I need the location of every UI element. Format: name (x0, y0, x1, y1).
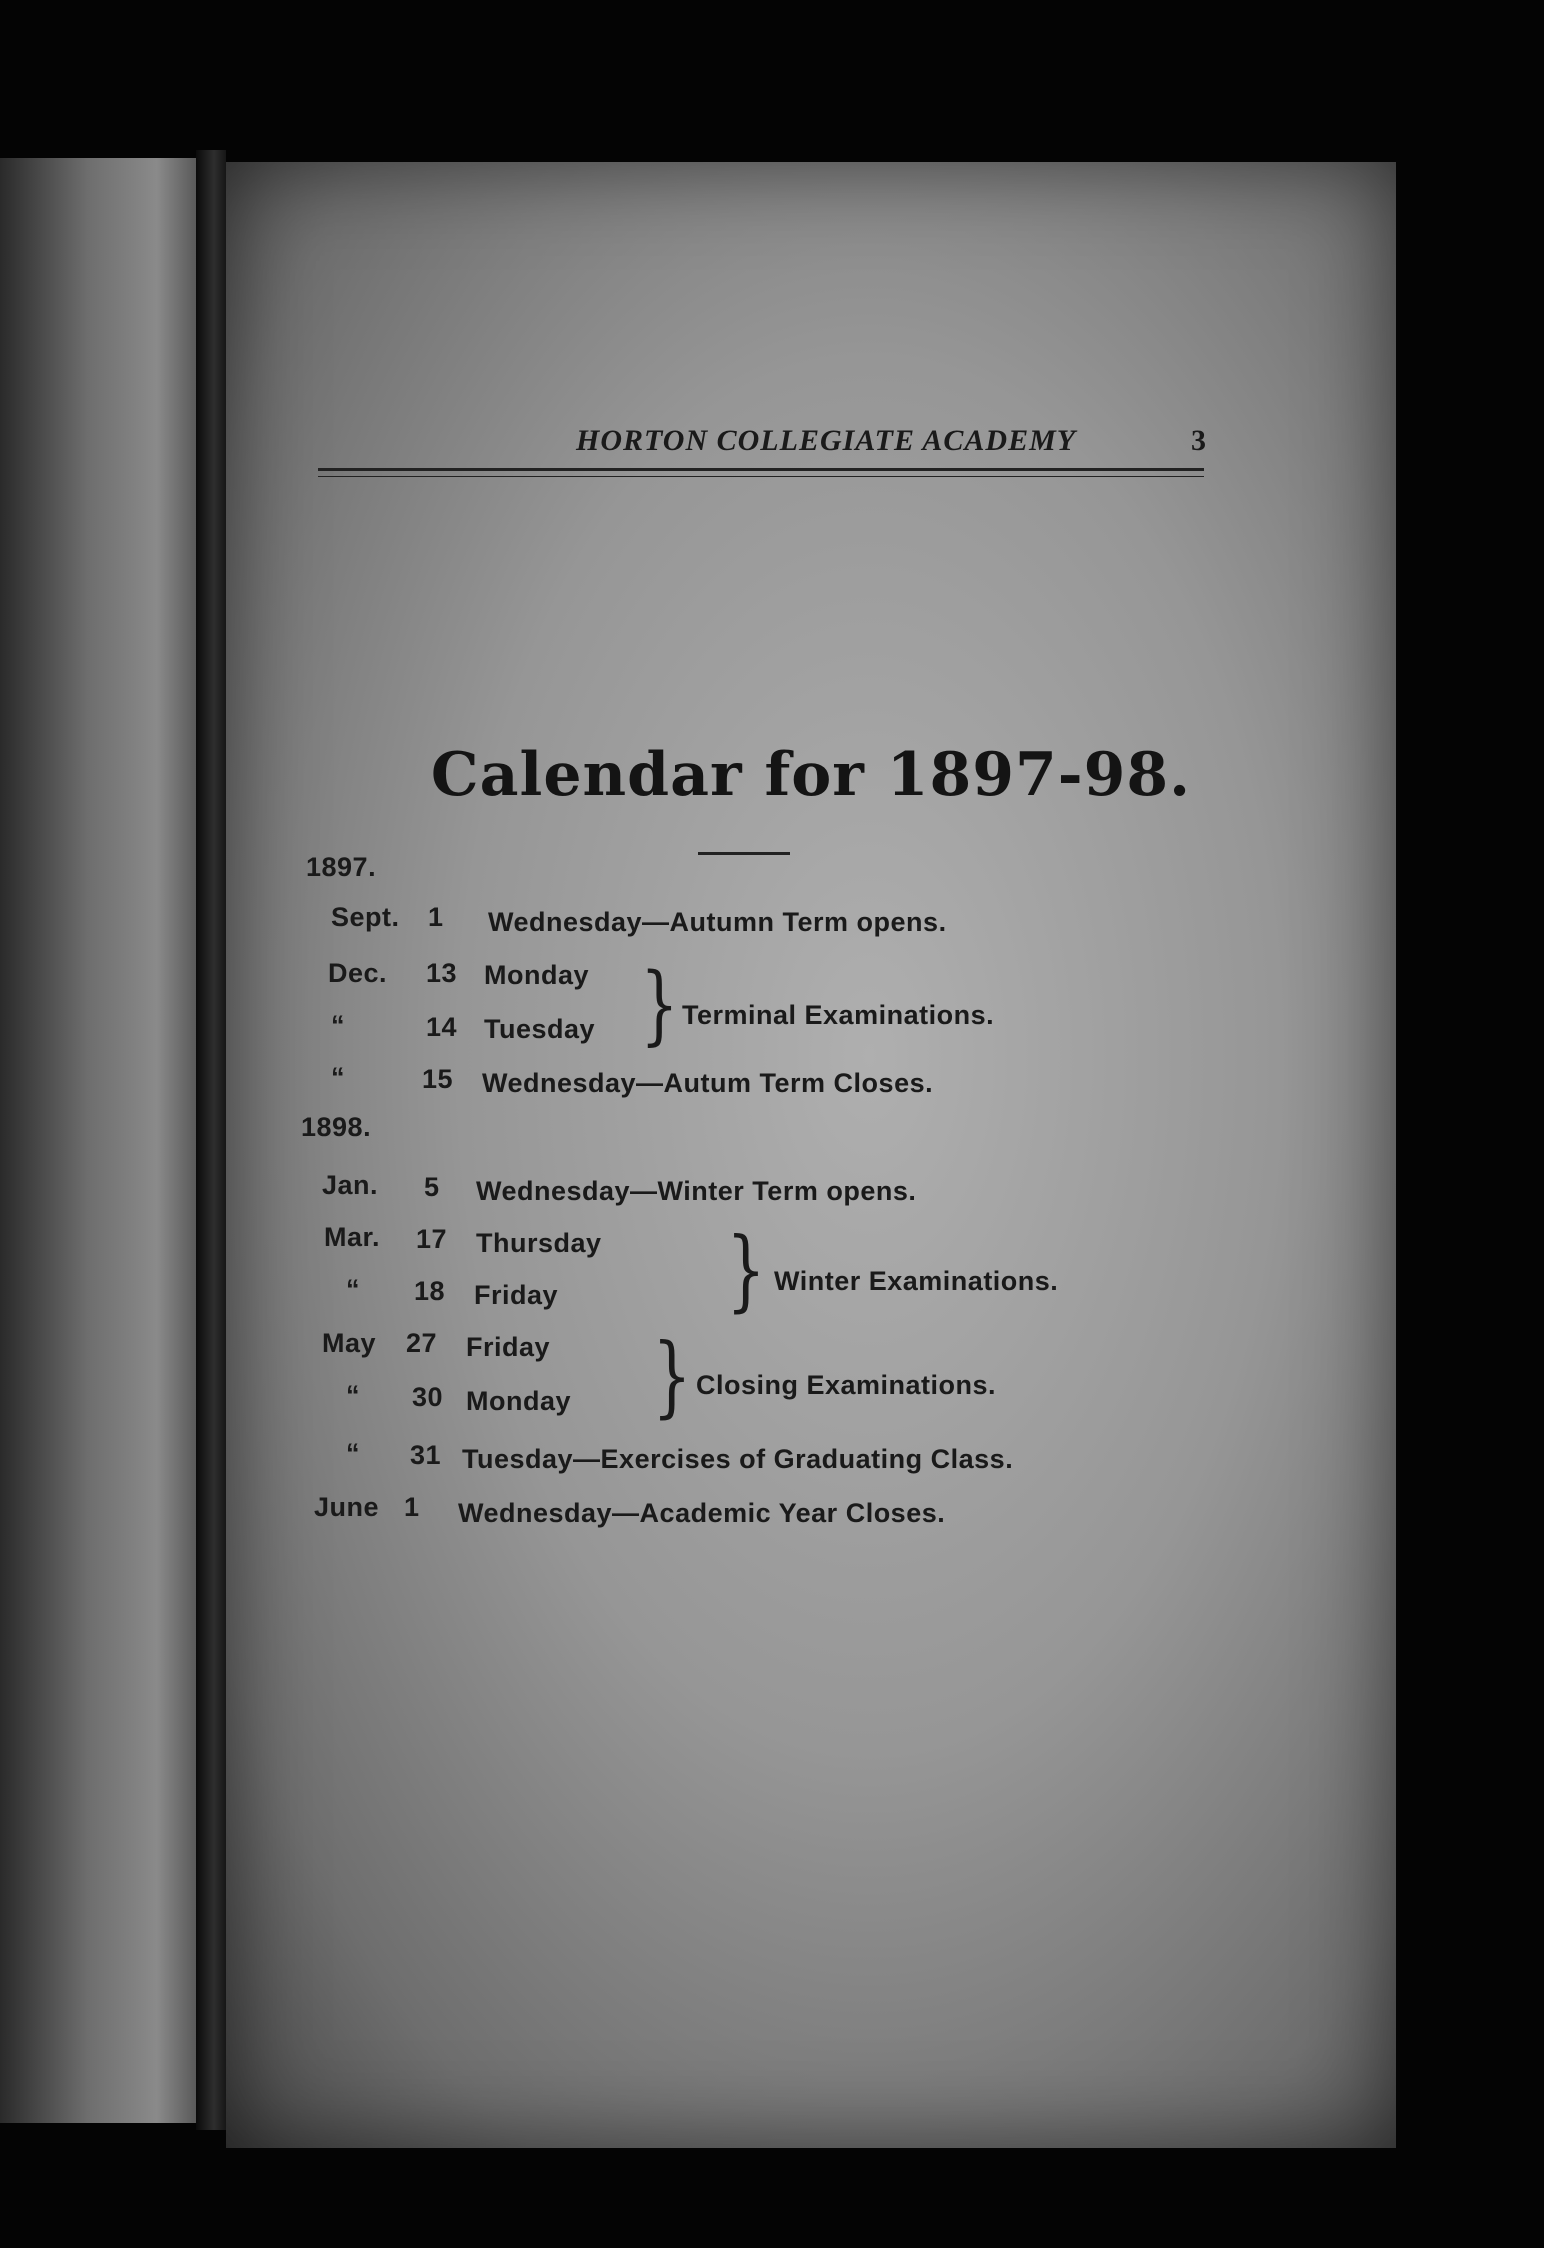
entry-month: Jan. (322, 1170, 379, 1200)
header-rule (318, 468, 1204, 471)
entry-event: Wednesday—Autumn Term opens. (488, 907, 947, 937)
entry-day: 30 (412, 1382, 444, 1412)
entry-event: Thursday (476, 1228, 602, 1258)
header-rule-thin (318, 476, 1204, 477)
entry-month: May (322, 1328, 377, 1358)
group-label: Closing Examinations. (696, 1370, 997, 1400)
entry-day: 14 (426, 1012, 458, 1042)
entry-day: 1 (428, 902, 444, 932)
brace-icon: } (652, 1324, 692, 1427)
entry-event: Monday (466, 1386, 572, 1416)
left-page-edge (0, 158, 196, 2123)
title-rule (698, 852, 790, 855)
running-head: HORTON COLLEGIATE ACADEMY (576, 424, 1077, 457)
entry-event: Wednesday—Autum Term Closes. (482, 1068, 934, 1098)
book-gutter (196, 150, 226, 2130)
entry-event: Tuesday (484, 1014, 596, 1044)
entry-day: 13 (426, 958, 458, 988)
entry-day: 17 (416, 1224, 448, 1254)
entry-event: Friday (474, 1280, 559, 1310)
entry-day: 27 (406, 1328, 438, 1358)
entry-event: Friday (466, 1332, 551, 1362)
entry-month: “ (331, 1062, 345, 1092)
group-label: Terminal Examinations. (682, 1000, 995, 1030)
entry-event: Monday (484, 960, 590, 990)
group-label: Winter Examinations. (774, 1266, 1059, 1296)
entry-month: Dec. (328, 958, 388, 988)
entry-day: 31 (410, 1440, 442, 1470)
entry-day: 18 (414, 1276, 446, 1306)
entry-month: June (314, 1492, 380, 1522)
entry-month: Sept. (331, 902, 400, 932)
entry-day: 15 (422, 1064, 454, 1094)
entry-month: “ (346, 1380, 360, 1410)
brace-icon: } (726, 1218, 766, 1321)
brace-icon: } (640, 955, 679, 1055)
page-header (316, 424, 1316, 464)
entry-month: Mar. (324, 1222, 381, 1252)
page (226, 162, 1396, 2148)
entry-day: 1 (404, 1492, 420, 1522)
entry-month: “ (346, 1274, 360, 1304)
entry-event: Tuesday—Exercises of Graduating Class. (462, 1444, 1014, 1474)
entry-month: “ (331, 1010, 345, 1040)
entry-event: Wednesday—Winter Term opens. (476, 1176, 917, 1206)
entry-event: Wednesday—Academic Year Closes. (458, 1498, 946, 1528)
entry-month: “ (346, 1438, 360, 1468)
entry-day: 5 (424, 1172, 440, 1202)
year-heading: 1897. (306, 852, 377, 882)
page-number: 3 (1191, 424, 1206, 457)
page-title: Calendar for 1897-98. (430, 740, 1192, 810)
year-heading: 1898. (301, 1112, 372, 1142)
